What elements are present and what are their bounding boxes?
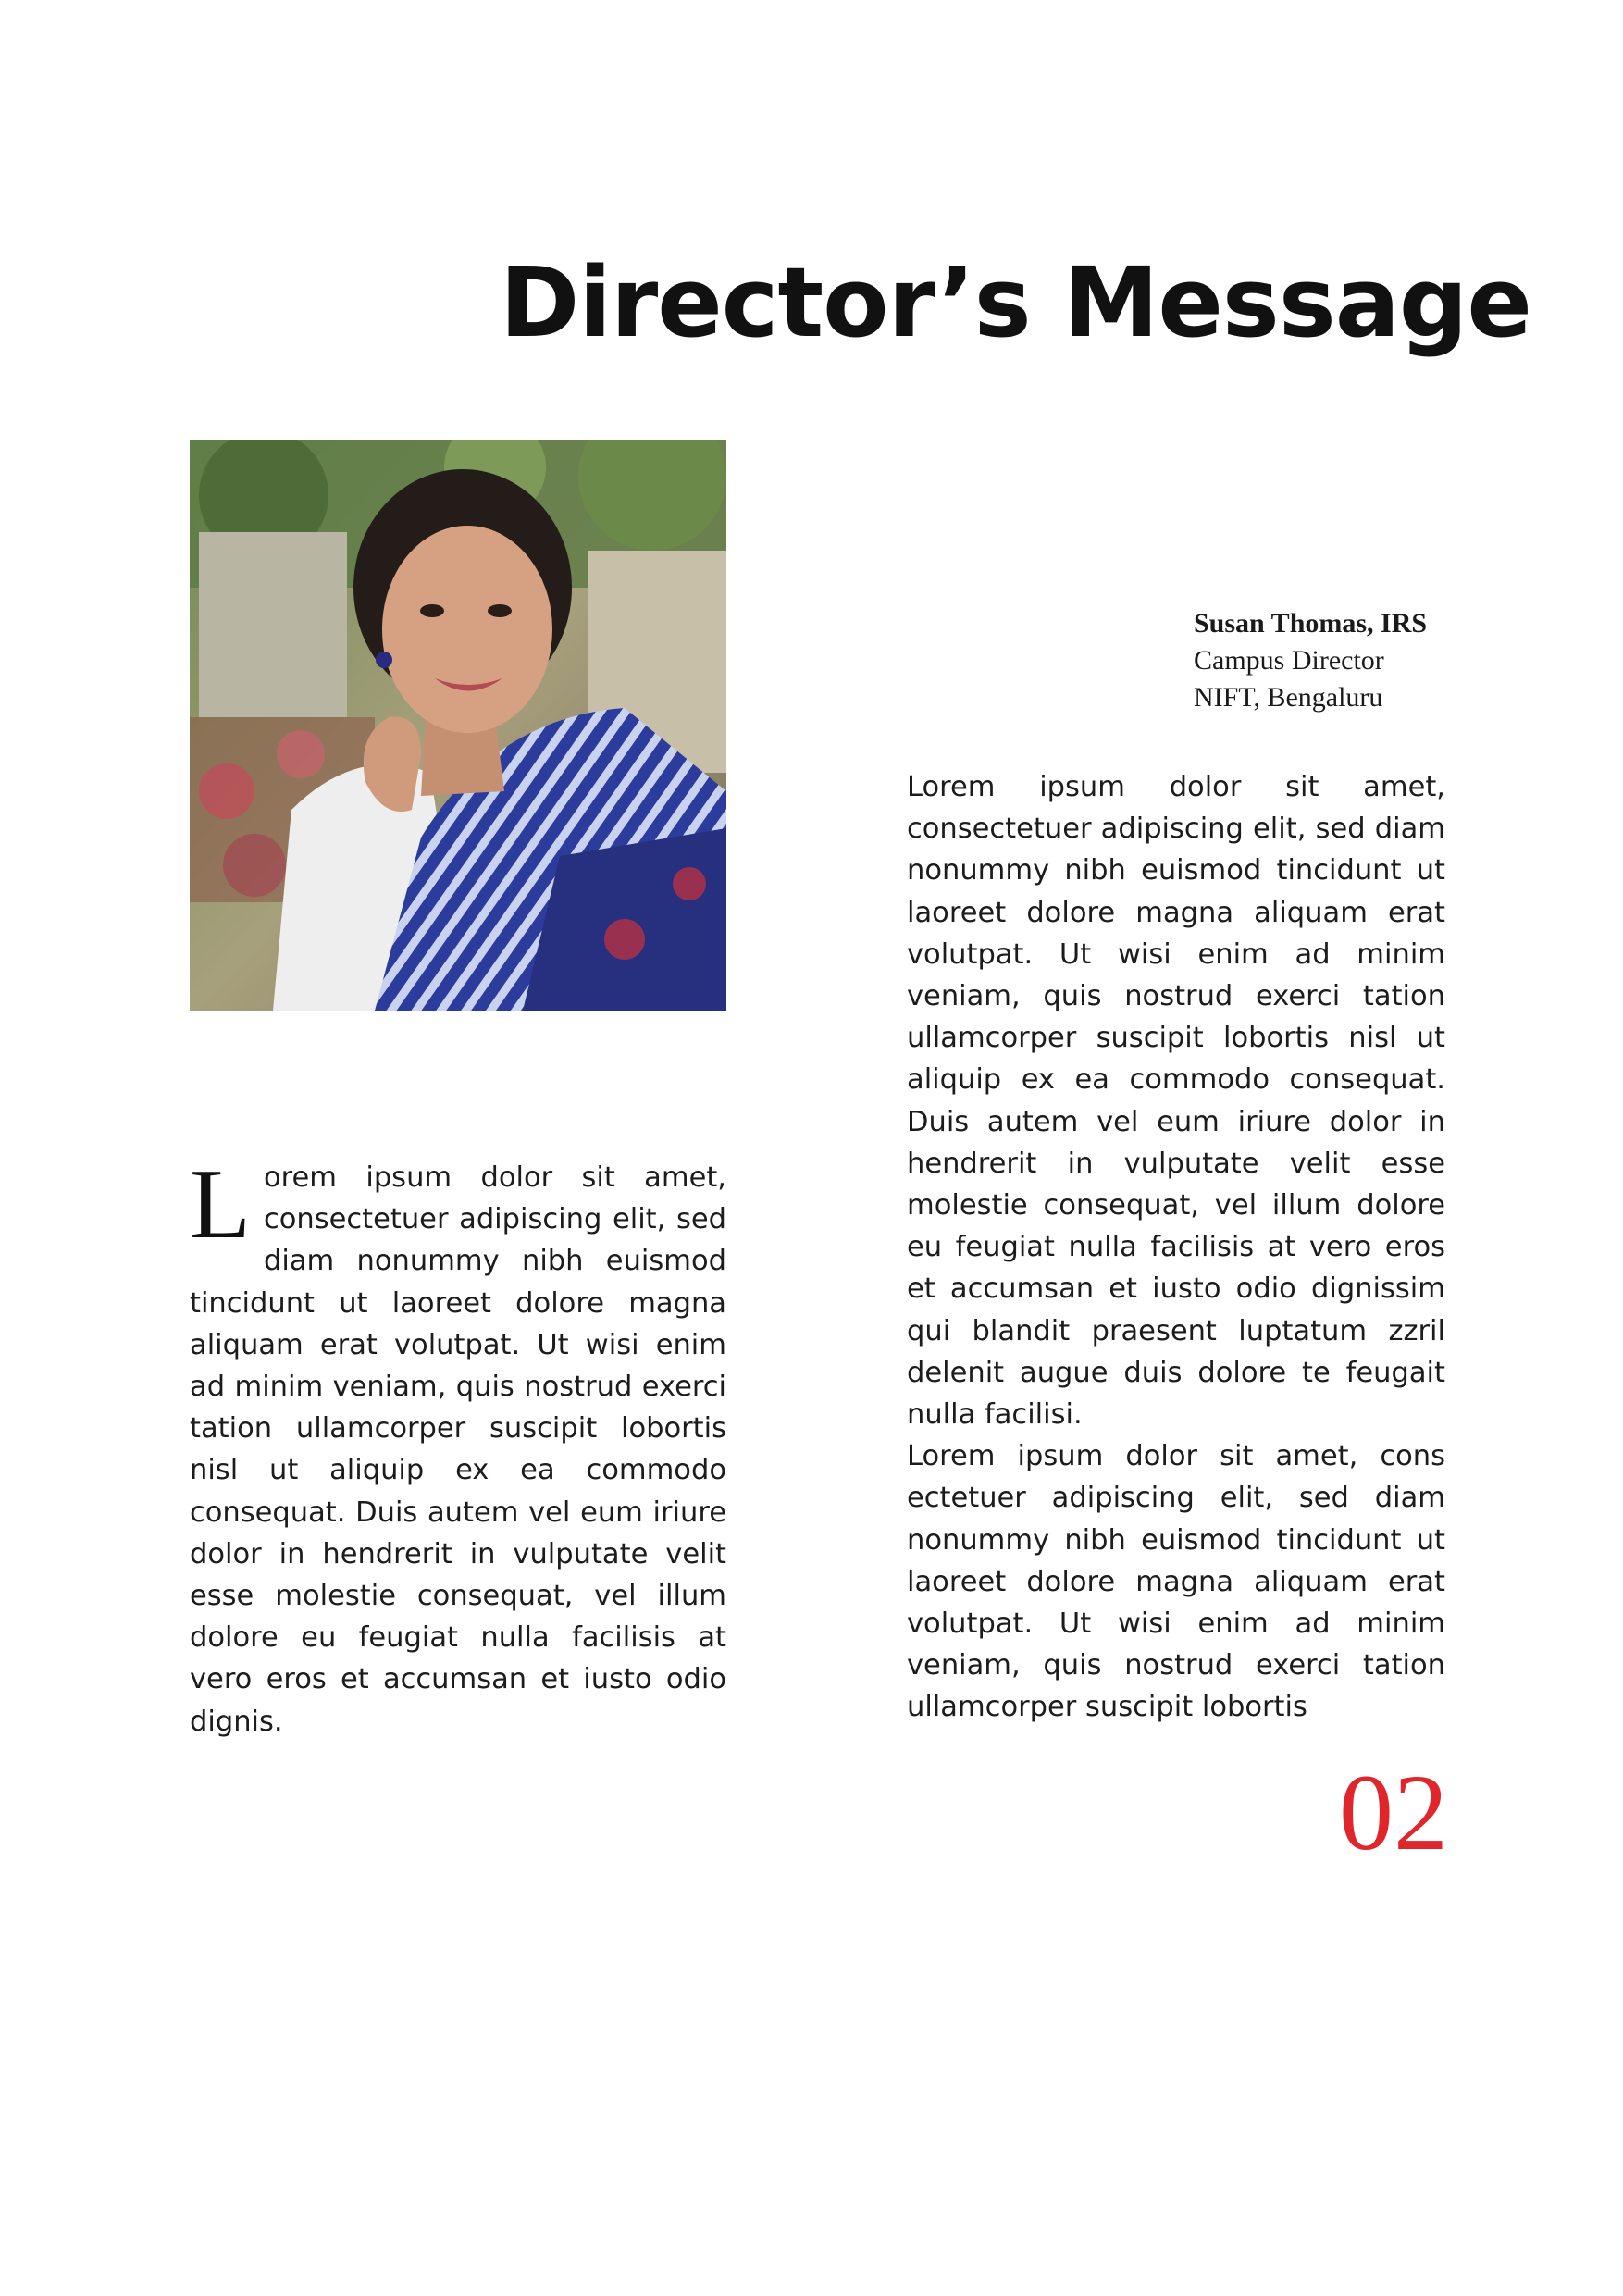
page-number: 02 — [1339, 1752, 1448, 1873]
right-text-column — [907, 766, 1445, 1729]
director-role: Campus Director — [1194, 645, 1384, 676]
left-paragraph-text: orem ipsum dolor sit amet, consectetuer adipiscing elit, sed diam nonummy nibh euismod tincidunt ut laoreet dolore magna aliquam erat volutpat. Ut wisi enim ad minim veniam, quis nostrud exerci tation ullamcorper suscipit lobortis nisl ut aliquip ex ea commodo consequat. Duis autem vel eum iriure dolor in hendrerit in vulputate velit esse molestie consequat, vel illum dolore eu feugiat nulla facilisis at vero eros et accumsan et iusto odio dignis. — [190, 1161, 726, 1738]
page-title: Director’s Message — [500, 246, 1531, 359]
left-text-column — [190, 1149, 726, 1743]
right-paragraph-2: Lorem ipsum dolor sit amet, cons ectetuer adipiscing elit, sed diam nonummy nibh euismod tincidunt ut laoreet dolore magna aliquam erat volutpat. Ut wisi enim ad minim veniam, quis nostrud exerci tation ullamcorper suscipit lobortis — [907, 1440, 1445, 1724]
director-signature — [1194, 605, 1471, 716]
drop-cap: L — [190, 1149, 251, 1260]
director-organization: NIFT, Bengaluru — [1194, 682, 1383, 713]
right-paragraph-1: Lorem ipsum dolor sit amet, consectetuer adipiscing elit, sed diam nonummy nibh euismod tincidunt ut laoreet dolore magna aliquam erat volutpat. Ut wisi enim ad minim veniam, quis nostrud exerci tation ullamcorper suscipit lobortis nisl ut aliquip ex ea commodo consequat. Duis autem vel eum iriure dolor in hendrerit in vulputate velit esse molestie consequat, vel illum dolore eu feugiat nulla facilisis at vero eros et accumsan et iusto odio dignissim qui blandit praesent luptatum zzril delenit augue duis dolore te feugait nulla facilisi. — [907, 771, 1445, 1432]
director-name: Susan Thomas, IRS — [1194, 608, 1428, 639]
left-paragraph — [190, 1149, 726, 1743]
director-portrait-photo — [190, 440, 726, 1011]
